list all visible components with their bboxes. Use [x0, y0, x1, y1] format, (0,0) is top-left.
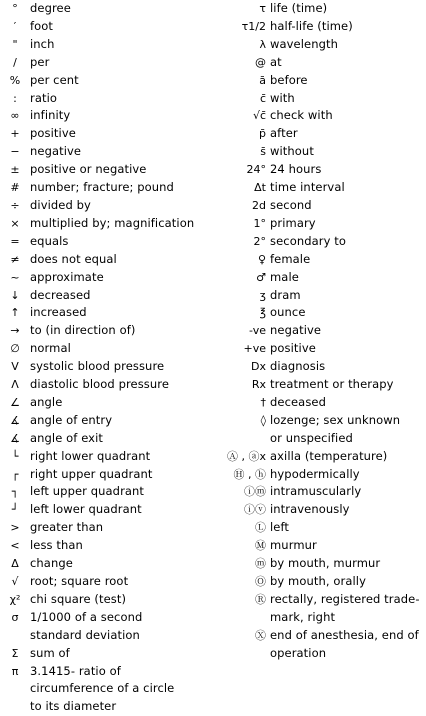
symbol-glyph: 2d: [252, 198, 266, 212]
symbol-meaning: approximate: [30, 269, 104, 284]
symbol-meaning: life (time): [270, 1, 328, 15]
symbol-row: [0, 430, 218, 448]
symbol-meaning: root; square root: [30, 574, 129, 588]
symbol-meaning: left lower quadrant: [30, 502, 142, 517]
symbol-row: [218, 483, 426, 501]
symbol-row: [218, 394, 426, 412]
symbol-glyph: ∠: [10, 395, 20, 409]
symbol-row: [0, 680, 218, 698]
symbol-row: [218, 555, 426, 573]
symbol-row: [218, 591, 426, 609]
symbol-meaning: intravenously: [270, 502, 350, 517]
symbol-meaning: by mouth, murmur: [270, 556, 381, 571]
symbol-row: [218, 233, 426, 251]
symbol-meaning: treatment or therapy: [270, 377, 394, 392]
symbol-meaning: dram: [270, 287, 301, 302]
symbol-glyph: ℥: [259, 306, 266, 320]
symbol-meaning: per cent: [30, 72, 79, 87]
symbol-row: [0, 698, 218, 716]
symbol-row: [0, 645, 218, 663]
symbol-glyph: 1°: [253, 216, 266, 230]
symbol-meaning: with: [270, 90, 295, 105]
symbol-meaning: before: [270, 72, 308, 87]
symbol-meaning: systolic blood pressure: [30, 359, 165, 374]
symbol-meaning: 24 hours: [270, 162, 322, 177]
symbol-meaning: time interval: [270, 180, 345, 195]
symbol-meaning: after: [270, 126, 298, 141]
symbol-glyph: Δ: [11, 557, 19, 571]
symbol-meaning: deceased: [270, 394, 326, 409]
symbol-row: [218, 107, 426, 125]
symbol-glyph: Ⓞ: [255, 575, 266, 588]
symbol-meaning: diagnosis: [270, 359, 326, 374]
symbol-row: [218, 304, 426, 322]
symbol-glyph: +ve: [243, 342, 266, 356]
symbol-glyph: ⓘⓜ: [244, 485, 266, 499]
symbol-glyph: σ: [11, 610, 19, 624]
symbol-row: [0, 18, 218, 36]
symbol-glyph: ◊: [260, 413, 266, 427]
symbol-meaning: multiplied by; magnification: [30, 215, 195, 230]
symbol-row: [218, 197, 426, 215]
symbol-meaning: less than: [30, 538, 83, 553]
symbol-row: [0, 251, 218, 269]
symbol-glyph: ~: [10, 270, 20, 284]
symbol-glyph: τ: [259, 2, 266, 15]
symbol-meaning: right lower quadrant: [30, 448, 151, 463]
symbol-glyph: Rx: [251, 378, 266, 392]
symbol-meaning: greater than: [30, 520, 104, 535]
symbol-glyph: Σ: [11, 646, 19, 660]
symbol-meaning: standard deviation: [30, 627, 140, 642]
symbol-meaning: ounce: [270, 305, 306, 320]
symbol-row: [0, 448, 218, 466]
symbol-glyph: Dx: [251, 360, 266, 374]
symbol-row: [0, 161, 218, 179]
symbol-meaning: rectally, registered trade-: [270, 591, 420, 606]
symbol-glyph: #: [10, 181, 20, 195]
symbol-row: [0, 340, 218, 358]
symbol-glyph: χ²: [9, 592, 21, 606]
symbol-row: [0, 537, 218, 555]
symbol-meaning: check with: [270, 108, 333, 123]
symbol-glyph: c̄: [259, 91, 266, 105]
symbol-glyph: Ⓧ: [255, 628, 266, 642]
symbol-meaning: right upper quadrant: [30, 466, 153, 481]
symbol-row: [218, 609, 426, 627]
symbol-row: [218, 143, 426, 161]
symbol-row: [0, 627, 218, 645]
symbol-meaning: equals: [30, 233, 69, 248]
symbol-row: [0, 72, 218, 90]
symbol-glyph: Ⓜ: [255, 539, 266, 553]
symbol-glyph: =: [10, 234, 20, 248]
symbol-meaning: axilla (temperature): [270, 448, 388, 463]
symbol-row: [218, 125, 426, 143]
symbol-row: [0, 304, 218, 322]
symbol-glyph: √c̄: [252, 109, 266, 123]
symbol-row: [218, 36, 426, 54]
symbol-row: [0, 215, 218, 233]
symbol-row: [0, 358, 218, 376]
symbol-row: [218, 537, 426, 555]
symbol-row: [218, 161, 426, 179]
symbol-meaning: chi square (test): [30, 591, 127, 606]
symbol-meaning: divided by: [30, 197, 91, 212]
symbol-meaning: degree: [30, 1, 71, 15]
symbol-row: [218, 72, 426, 90]
symbol-glyph: λ: [259, 37, 266, 51]
symbol-row: [0, 394, 218, 412]
symbol-glyph: ": [12, 37, 18, 51]
symbol-meaning: infinity: [30, 108, 71, 123]
symbol-meaning: male: [270, 269, 299, 284]
symbol-glyph: ×: [10, 216, 20, 230]
symbol-meaning: change: [30, 556, 73, 571]
symbol-glyph: %: [9, 73, 21, 87]
symbol-glyph: ʒ: [259, 288, 266, 302]
symbol-glyph: τ1/2: [241, 19, 266, 33]
symbol-row: [0, 107, 218, 125]
symbol-row: [218, 90, 426, 108]
symbol-meaning: diastolic blood pressure: [30, 377, 170, 392]
symbol-glyph: s̄: [260, 145, 266, 159]
symbol-glyph: ↓: [10, 288, 20, 302]
symbol-glyph: π: [11, 664, 19, 678]
symbol-glyph: p̄: [259, 127, 266, 141]
symbol-meaning: inch: [30, 36, 55, 51]
symbol-glyph: Ⓐ , ⓐx: [227, 449, 266, 463]
symbol-row: [218, 448, 426, 466]
symbol-meaning: primary: [270, 215, 316, 230]
symbol-meaning: angle: [30, 394, 63, 409]
symbol-glyph: ′: [13, 19, 17, 33]
symbol-meaning: female: [270, 251, 311, 266]
symbol-meaning: operation: [270, 645, 327, 660]
symbol-row: [0, 36, 218, 54]
symbol-row: [0, 555, 218, 573]
symbol-meaning: positive: [270, 341, 316, 356]
symbol-row: [218, 18, 426, 36]
symbol-row: [0, 412, 218, 430]
symbol-glyph: ┐: [11, 485, 19, 499]
symbol-row: [0, 519, 218, 537]
symbol-meaning: 1/1000 of a second: [30, 609, 143, 624]
symbol-glyph: °: [12, 2, 18, 15]
symbol-meaning: 3.1415- ratio of: [30, 663, 121, 678]
symbol-row: [0, 609, 218, 627]
symbol-meaning: ratio: [30, 90, 58, 105]
symbol-meaning: circumference of a circle: [30, 681, 175, 696]
symbol-meaning: hypodermically: [270, 466, 360, 481]
symbol-meaning: left: [270, 520, 290, 535]
symbol-meaning: to its diameter: [30, 699, 117, 714]
symbol-meaning: lozenge; sex unknown: [270, 412, 401, 427]
symbol-row: [0, 483, 218, 501]
symbol-row: [218, 251, 426, 269]
symbol-row: [0, 322, 218, 340]
symbol-glyph: -ve: [249, 324, 266, 338]
symbol-glyph: ∅: [10, 342, 20, 356]
symbol-row: [0, 501, 218, 519]
symbol-row: [0, 287, 218, 305]
symbol-row: [218, 322, 426, 340]
symbol-row: [0, 197, 218, 215]
symbol-meaning: number; fracture; pound: [30, 180, 174, 195]
symbol-glyph: ┌: [11, 467, 19, 481]
symbol-row: [0, 663, 218, 681]
symbol-row: [218, 376, 426, 394]
symbol-glyph: ±: [10, 163, 20, 177]
symbol-row: [218, 519, 426, 537]
symbol-row: [218, 287, 426, 305]
symbol-row: [0, 143, 218, 161]
symbol-row: [218, 358, 426, 376]
symbol-glyph: ∡: [10, 413, 20, 427]
symbol-meaning: sum of: [30, 645, 70, 660]
symbol-row: [0, 0, 218, 18]
symbol-meaning: without: [270, 144, 314, 159]
symbol-row: [218, 0, 426, 18]
symbol-meaning: increased: [30, 305, 87, 320]
symbol-row: [0, 233, 218, 251]
symbol-glyph: Δt: [254, 181, 266, 195]
symbol-glyph: <: [10, 539, 20, 553]
symbol-meaning: wavelength: [270, 36, 338, 51]
symbol-meaning: normal: [30, 341, 71, 356]
symbol-meaning: positive: [30, 126, 76, 141]
symbol-glyph: :: [13, 91, 17, 105]
symbol-glyph: ÷: [10, 198, 20, 212]
symbol-row: [0, 90, 218, 108]
symbol-meaning: second: [270, 197, 312, 212]
symbol-row: [218, 179, 426, 197]
symbol-row: [218, 215, 426, 233]
symbol-glyph: Ⓡ: [255, 592, 266, 606]
symbol-glyph: ⓘⓥ: [244, 503, 266, 517]
symbol-meaning: or unspecified: [270, 430, 353, 445]
symbol-meaning: at: [270, 54, 282, 69]
symbol-glyph: @: [255, 55, 266, 69]
symbol-meaning: intramuscularly: [270, 484, 362, 499]
symbol-glyph: ♀: [257, 252, 266, 266]
symbol-glyph: 24°: [246, 163, 266, 177]
symbol-glyph: ♂: [256, 270, 266, 284]
symbol-glyph: Λ: [11, 378, 19, 392]
symbol-meaning: decreased: [30, 287, 91, 302]
symbol-list-right: [218, 0, 426, 663]
symbol-meaning: does not equal: [30, 251, 117, 266]
symbol-meaning: left upper quadrant: [30, 484, 145, 499]
symbol-glyph: −: [10, 145, 20, 159]
symbol-row: [218, 627, 426, 645]
symbol-glyph: ā: [259, 73, 266, 87]
symbol-glyph: V: [11, 360, 19, 374]
symbol-meaning: murmur: [270, 538, 317, 553]
symbol-row: [218, 573, 426, 591]
symbol-glyph: 2°: [253, 234, 266, 248]
symbol-row: [0, 125, 218, 143]
symbol-row: [0, 466, 218, 484]
symbol-row: [218, 430, 426, 448]
symbol-glyph: /: [13, 55, 17, 69]
symbol-glyph: †: [260, 395, 266, 409]
symbol-meaning: to (in direction of): [30, 323, 136, 338]
symbol-row: [218, 466, 426, 484]
symbol-glyph: >: [10, 521, 20, 535]
symbol-row: [218, 501, 426, 519]
symbol-row: [0, 591, 218, 609]
symbol-row: [0, 376, 218, 394]
symbol-meaning: angle of exit: [30, 430, 103, 445]
symbol-meaning: mark, right: [270, 609, 336, 624]
symbol-glyph: +: [10, 127, 20, 141]
symbol-meaning: positive or negative: [30, 162, 147, 177]
symbol-row: [218, 269, 426, 287]
symbol-glyph: ┘: [11, 503, 19, 517]
symbol-row: [218, 54, 426, 72]
symbol-meaning: negative: [30, 144, 82, 159]
symbol-row: [0, 179, 218, 197]
symbol-glyph: ∡: [10, 431, 20, 445]
symbol-meaning: angle of entry: [30, 412, 113, 427]
symbol-row: [218, 412, 426, 430]
symbol-meaning: secondary to: [270, 233, 346, 248]
symbol-glyph: ↑: [10, 306, 20, 320]
symbol-row: [218, 645, 426, 663]
symbol-glyph: ≠: [10, 252, 20, 266]
symbol-meaning: per: [30, 54, 50, 69]
symbol-glyph: Ⓛ: [255, 521, 266, 535]
symbol-meaning: end of anesthesia, end of: [270, 627, 419, 642]
symbol-meaning: by mouth, orally: [270, 574, 367, 588]
symbol-row: [218, 340, 426, 358]
symbol-glyph: └: [11, 449, 19, 463]
symbol-glyph: ∞: [10, 109, 20, 123]
symbol-row: [0, 573, 218, 591]
symbol-meaning: foot: [30, 18, 54, 33]
symbol-row: [0, 269, 218, 287]
symbol-glyph: →: [10, 324, 20, 338]
symbol-glyph: √: [11, 575, 19, 588]
symbol-glyph: ⓜ: [255, 557, 266, 571]
symbol-meaning: half-life (time): [270, 18, 353, 33]
symbol-meaning: negative: [270, 323, 322, 338]
symbol-row: [0, 54, 218, 72]
symbol-glyph: Ⓗ , ⓗ: [233, 467, 266, 481]
